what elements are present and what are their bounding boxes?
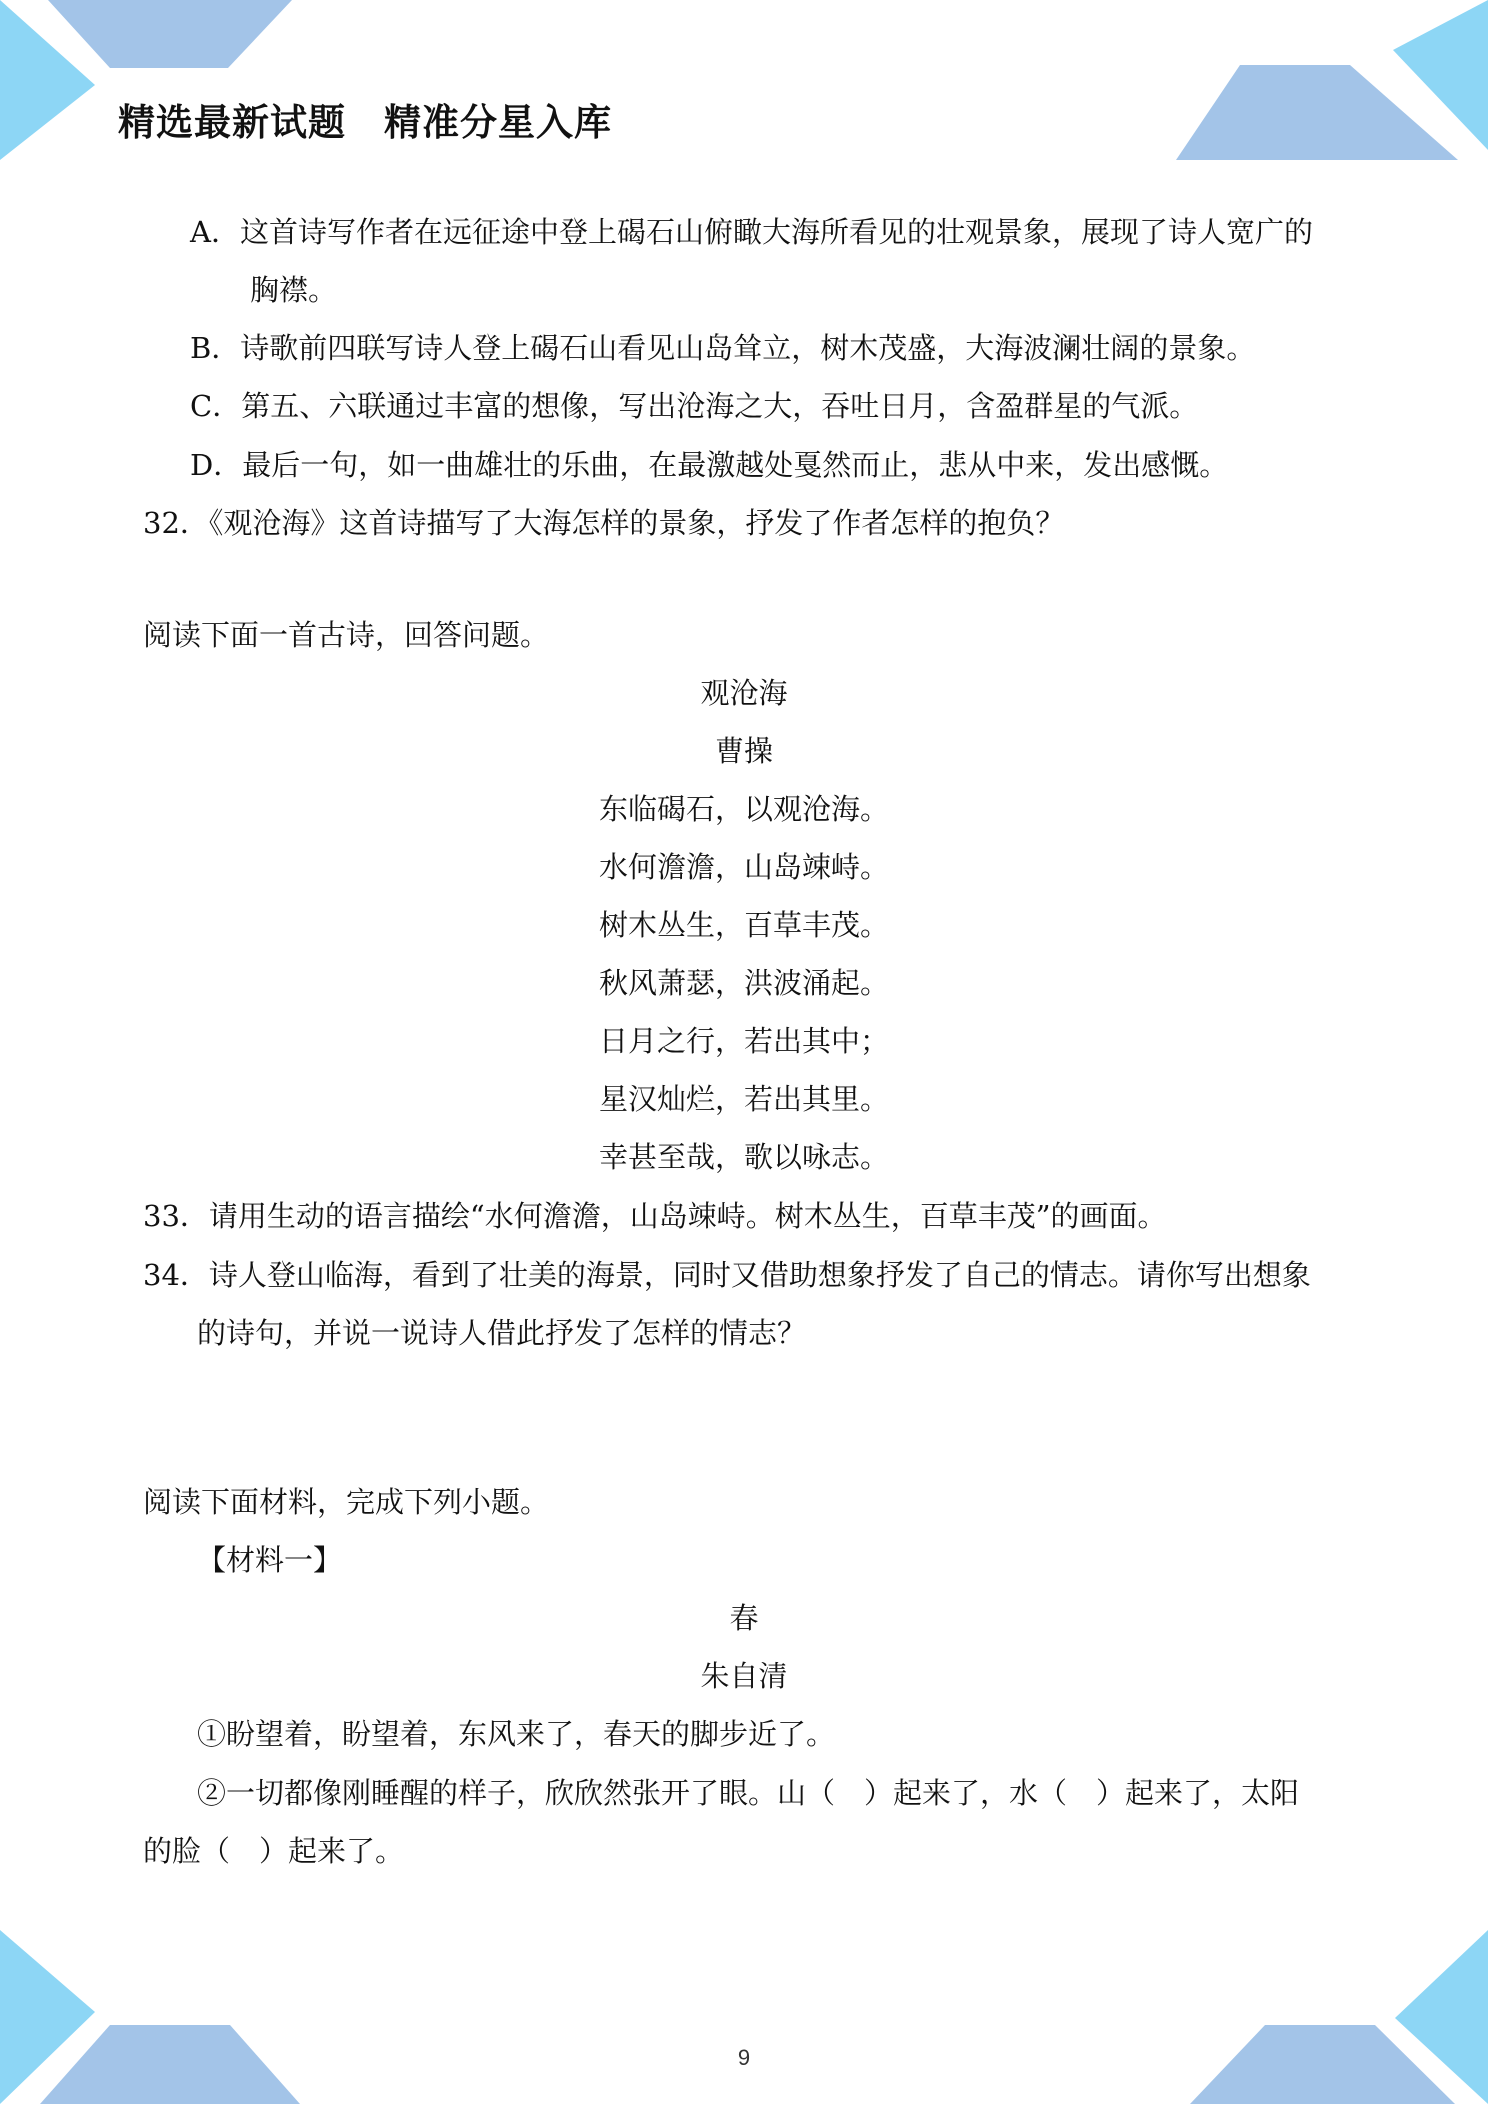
poem-author: 曹操 (714, 734, 773, 768)
section3-instruction: 阅读下面材料，完成下列小题。 (143, 1485, 550, 1519)
poem-line: 东临碣石，以观沧海。 (598, 792, 889, 826)
question-32: 32．《观沧海》这首诗描写了大海怎样的景象，抒发了作者怎样的抱负？ (143, 506, 1065, 540)
material-label: 【材料一】 (197, 1543, 343, 1577)
option-b: B．诗歌前四联写诗人登上碣石山看见山岛耸立，树木茂盛，大海波澜壮阔的景象。 (190, 331, 1256, 365)
paragraph-2-continued: 的脸（ ）起来了。 (143, 1834, 405, 1868)
header-title: 精选最新试题 精准分星入库 (118, 101, 612, 144)
paragraph-1: ①盼望着，盼望着，东风来了，春天的脚步近了。 (197, 1717, 836, 1751)
poem-title: 观沧海 (700, 676, 788, 710)
option-d: D．最后一句，如一曲雄壮的乐曲，在最激越处戛然而止，悲从中来，发出感慨。 (190, 448, 1229, 482)
poem-line: 水何澹澹，山岛竦峙。 (598, 850, 889, 884)
footer-decoration (0, 1930, 1488, 2104)
essay-title: 春 (729, 1601, 759, 1635)
top-left-trapezoid (48, 0, 292, 68)
question-33: 33．请用生动的语言描绘“水何澹澹，山岛竦峙。树木丛生，百草丰茂”的画面。 (143, 1199, 1167, 1233)
essay-author: 朱自清 (700, 1659, 788, 1693)
poem-line: 秋风萧瑟，洪波涌起。 (598, 966, 889, 1000)
option-a-continued: 胸襟。 (250, 273, 338, 307)
question-34-continued: 的诗句，并说一说诗人借此抒发了怎样的情志？ (197, 1316, 807, 1350)
poem-line: 星汉灿烂，若出其里。 (598, 1082, 889, 1116)
page-number: 9 (737, 2045, 751, 2070)
paragraph-2: ②一切都像刚睡醒的样子，欣欣然张开了眼。山（ ）起来了，水（ ）起来了，太阳 (197, 1776, 1300, 1810)
top-right-trapezoid (1176, 65, 1458, 160)
poem-line: 日月之行，若出其中； (598, 1024, 889, 1058)
section2-instruction: 阅读下面一首古诗，回答问题。 (143, 618, 550, 652)
question-34: 34．诗人登山临海，看到了壮美的海景，同时又借助想象抒发了自己的情志。请你写出想象 (143, 1258, 1311, 1292)
poem-line: 幸甚至哉，歌以咏志。 (598, 1140, 889, 1174)
option-a: A．这首诗写作者在远征途中登上碣石山俯瞰大海所看见的壮观景象，展现了诗人宽广的 (190, 215, 1313, 249)
option-c: C．第五、六联通过丰富的想像，写出沧海之大，吞吐日月，含盈群星的气派。 (190, 389, 1199, 423)
poem-line: 树木丛生，百草丰茂。 (598, 908, 889, 942)
